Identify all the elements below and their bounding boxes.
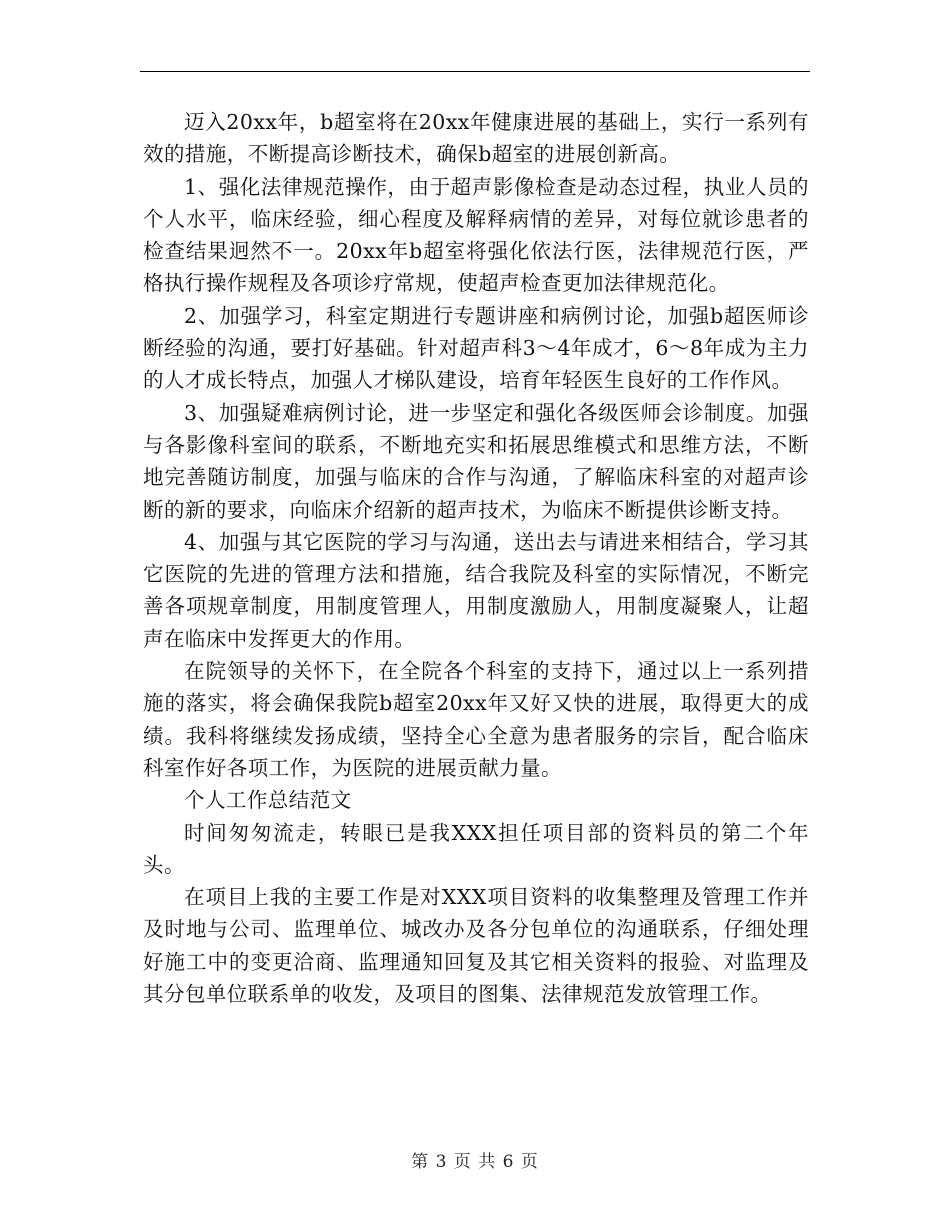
paragraph-conclusion: 在院领导的关怀下，在全院各个科室的支持下，通过以上一系列措施的落实，将会确保我院b超室20xx年又好又快的进展，取得更大的成绩。我科将继续发扬成绩，坚持全心全意为患者服务的宗旨，配合临床科室作好各项工作，为医院的进展贡献力量。 <box>143 659 809 780</box>
paragraph-personal-work: 在项目上我的主要工作是对XXX项目资料的收集整理及管理工作并及时地与公司、监理单位、城改办及各分包单位的沟通联系，仔细处理好施工中的变更洽商、监理通知回复及其它相关资料的报验、对监理及其分包单位联系单的收发，及项目的图集、法律规范发放管理工作。 <box>143 885 809 1007</box>
paragraph-item-4: 4、加强与其它医院的学习与沟通，送出去与请进来相结合，学习其它医院的先进的管理方法和措施，结合我院及科室的实际情况，不断完善各项规章制度，用制度管理人，用制度激励人，用制度凝聚人，让超声在临床中发挥更大的作用。 <box>143 529 809 651</box>
paragraph-item-3: 3、加强疑难病例讨论，进一步坚定和强化各级医师会诊制度。加强与各影像科室间的联系，不断地充实和拓展思维模式和思维方法，不断地完善随访制度，加强与临床的合作与沟通，了解临床科室的对超声诊断的新的要求，向临床介绍新的超声技术，为临床不断提供诊断支持。 <box>143 400 809 522</box>
paragraph-item-1: 1、强化法律规范操作，由于超声影像检查是动态过程，执业人员的个人水平，临床经验，细心程度及解释病情的差异，对每位就诊患者的检查结果迥然不一。20xx年b超室将强化依法行医，法律规范行医，严格执行操作规程及各项诊疗常规，使超声检查更加法律规范化。 <box>143 174 809 296</box>
header-rule <box>140 71 810 72</box>
paragraph-intro: 迈入20xx年，b超室将在20xx年健康进展的基础上，实行一系列有效的措施，不断提高诊断技术，确保b超室的进展创新高。 <box>143 110 809 167</box>
page-footer <box>0 1147 950 1172</box>
document-body <box>143 106 809 1010</box>
section-heading: 个人工作总结范文 <box>184 788 352 813</box>
page-number: 第 3 页 共 6 页 <box>411 1152 539 1172</box>
paragraph-item-2: 2、加强学习，科室定期进行专题讲座和病例讨论，加强b超医师诊断经验的沟通，要打好基础。针对超声科3～4年成才，6～8年成为主力的人才成长特点，加强人才梯队建设，培育年轻医生良好的工作作风。 <box>143 303 809 393</box>
paragraph-personal-intro: 时间匆匆流走，转眼已是我XXX担任项目部的资料员的第二个年头。 <box>143 820 809 877</box>
